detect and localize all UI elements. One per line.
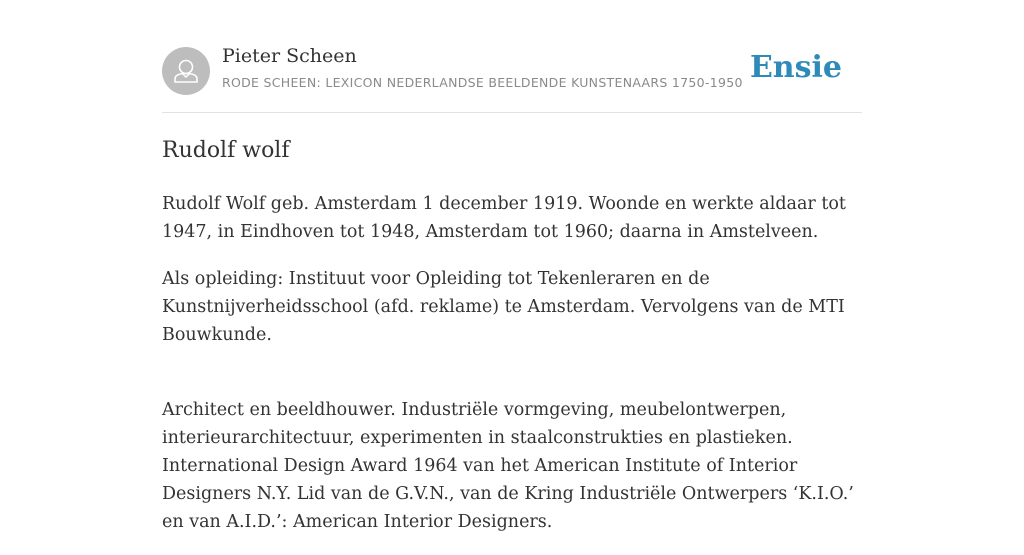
author-avatar[interactable] [162, 47, 210, 95]
article-paragraph: Architect en beeldhouwer. Industriële vormgeving, meubelontwerpen, interieurarchitectuur, experimenten in staalconstrukties en plastieken. International Design Award 1964 van het American Institute of Interior Designers N.Y. Lid van de G.V.N., van de Kring Industriële Ontwerpers ‘K.I.O.’ en van A.I.D.’: American Interior Designers. [162, 400, 854, 532]
author-source: RODE SCHEEN: LEXICON NEDERLANDSE BEELDENDE KUNSTENAARS 1750-1950 [222, 75, 743, 90]
author-name[interactable]: Pieter Scheen [222, 45, 357, 67]
ensie-logo[interactable]: Ensie [749, 50, 842, 85]
article-paragraph: Rudolf Wolf geb. Amsterdam 1 december 1919. Woonde en werkte aldaar tot 1947, in Eindhoven tot 1948, Amsterdam tot 1960; daarna in Amstelveen. [162, 194, 846, 242]
paragraph-gap [162, 368, 868, 396]
article-title: Rudolf wolf [162, 138, 290, 163]
article-header [162, 0, 862, 113]
article-container [162, 0, 862, 532]
article-body [162, 190, 868, 555]
article-paragraph: Als opleiding: Instituut voor Opleiding tot Tekenleraren en de Kunstnijverheidsschool (afd. reklame) te Amsterdam. Vervolgens van de MTI Bouwkunde. [162, 269, 845, 345]
user-avatar-icon [162, 47, 210, 95]
